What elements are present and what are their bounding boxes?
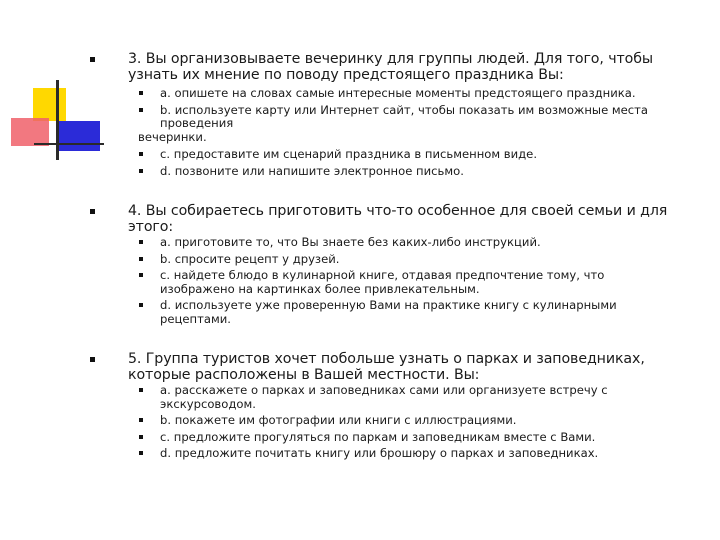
option-text: d. предложите почитать книгу или брошюру о парках и заповедниках. — [160, 446, 599, 460]
option-item — [160, 447, 680, 461]
option-bullet — [139, 108, 143, 112]
option-text: c. предложите прогуляться по паркам и заповедникам вместе с Вами. — [160, 429, 596, 444]
option-bullet — [139, 152, 143, 156]
option-bullet — [139, 273, 143, 277]
option-text: b. спросите рецепт у друзей. — [160, 251, 340, 266]
option-text: a. опишете на словах самые интересные моменты предстоящего праздника. — [160, 86, 636, 100]
option-bullet — [139, 435, 143, 439]
option-bullet — [139, 240, 143, 244]
option-bullet — [139, 418, 143, 422]
option-bullet — [139, 257, 143, 261]
option-bullet — [139, 303, 143, 307]
option-text: a. расскажете о парках и заповедниках сами или организуете встречу с экскурсоводом. — [160, 383, 608, 411]
option-bullet — [139, 91, 143, 95]
option-item — [160, 384, 680, 411]
option-item — [160, 148, 680, 162]
option-text: b. покажете им фотографии или книги с иллюстрациями. — [160, 413, 517, 427]
option-item — [160, 253, 680, 267]
option-text: b. используете карту или Интернет сайт, чтобы показать им возможные места проведения — [160, 102, 649, 130]
question-3 — [128, 51, 688, 83]
option-text: c. найдете блюдо в кулинарной книге, отдавая предпочтение тому, что изображено на картинках более привлекательным. — [160, 268, 605, 296]
decor-blue-square — [56, 121, 100, 151]
question-3-options — [160, 87, 680, 131]
question-bullet — [90, 209, 95, 214]
question-5 — [128, 351, 688, 383]
question-4-options — [160, 236, 680, 326]
option-item — [160, 299, 680, 326]
option-text: d. позвоните или напишите электронное письмо. — [160, 163, 464, 178]
decor-red-square — [11, 118, 49, 146]
question-bullet — [90, 357, 95, 362]
option-text: a. приготовите то, что Вы знаете без каких-либо инструкций. — [160, 235, 541, 249]
decor-yellow-square — [33, 88, 66, 121]
option-item — [160, 236, 680, 250]
option-item — [160, 87, 680, 101]
question-text: 3. Вы организовываете вечеринку для группы людей. Для того, чтобы узнать их мнение по поводу предстоящего праздника Вы: — [128, 51, 653, 83]
decor-vertical-line — [56, 80, 59, 160]
question-text: 5. Группа туристов хочет побольше узнать о парках и заповедниках, которые расположены в Вашей местности. Вы: — [128, 351, 645, 383]
question-4 — [128, 203, 688, 235]
option-item — [160, 104, 680, 131]
option-text: c. предоставите им сценарий праздника в письменном виде. — [160, 147, 538, 161]
option-item — [160, 414, 680, 428]
option-bullet — [139, 451, 143, 455]
question-3-options-more — [160, 148, 680, 178]
option-bullet — [139, 388, 143, 392]
option-text: d. используете уже проверенную Вами на практике книгу с кулинарными рецептами. — [160, 298, 617, 326]
decor-horizontal-line — [34, 143, 104, 145]
option-continuation: вечеринки. — [138, 130, 207, 144]
option-item — [160, 165, 680, 179]
option-item — [160, 269, 680, 296]
question-text: 4. Вы собираетесь приготовить что-то особенное для своей семьи и для этого: — [128, 203, 668, 235]
question-bullet — [90, 57, 95, 62]
option-item — [160, 431, 680, 445]
question-5-options — [160, 384, 680, 461]
option-bullet — [139, 169, 143, 173]
